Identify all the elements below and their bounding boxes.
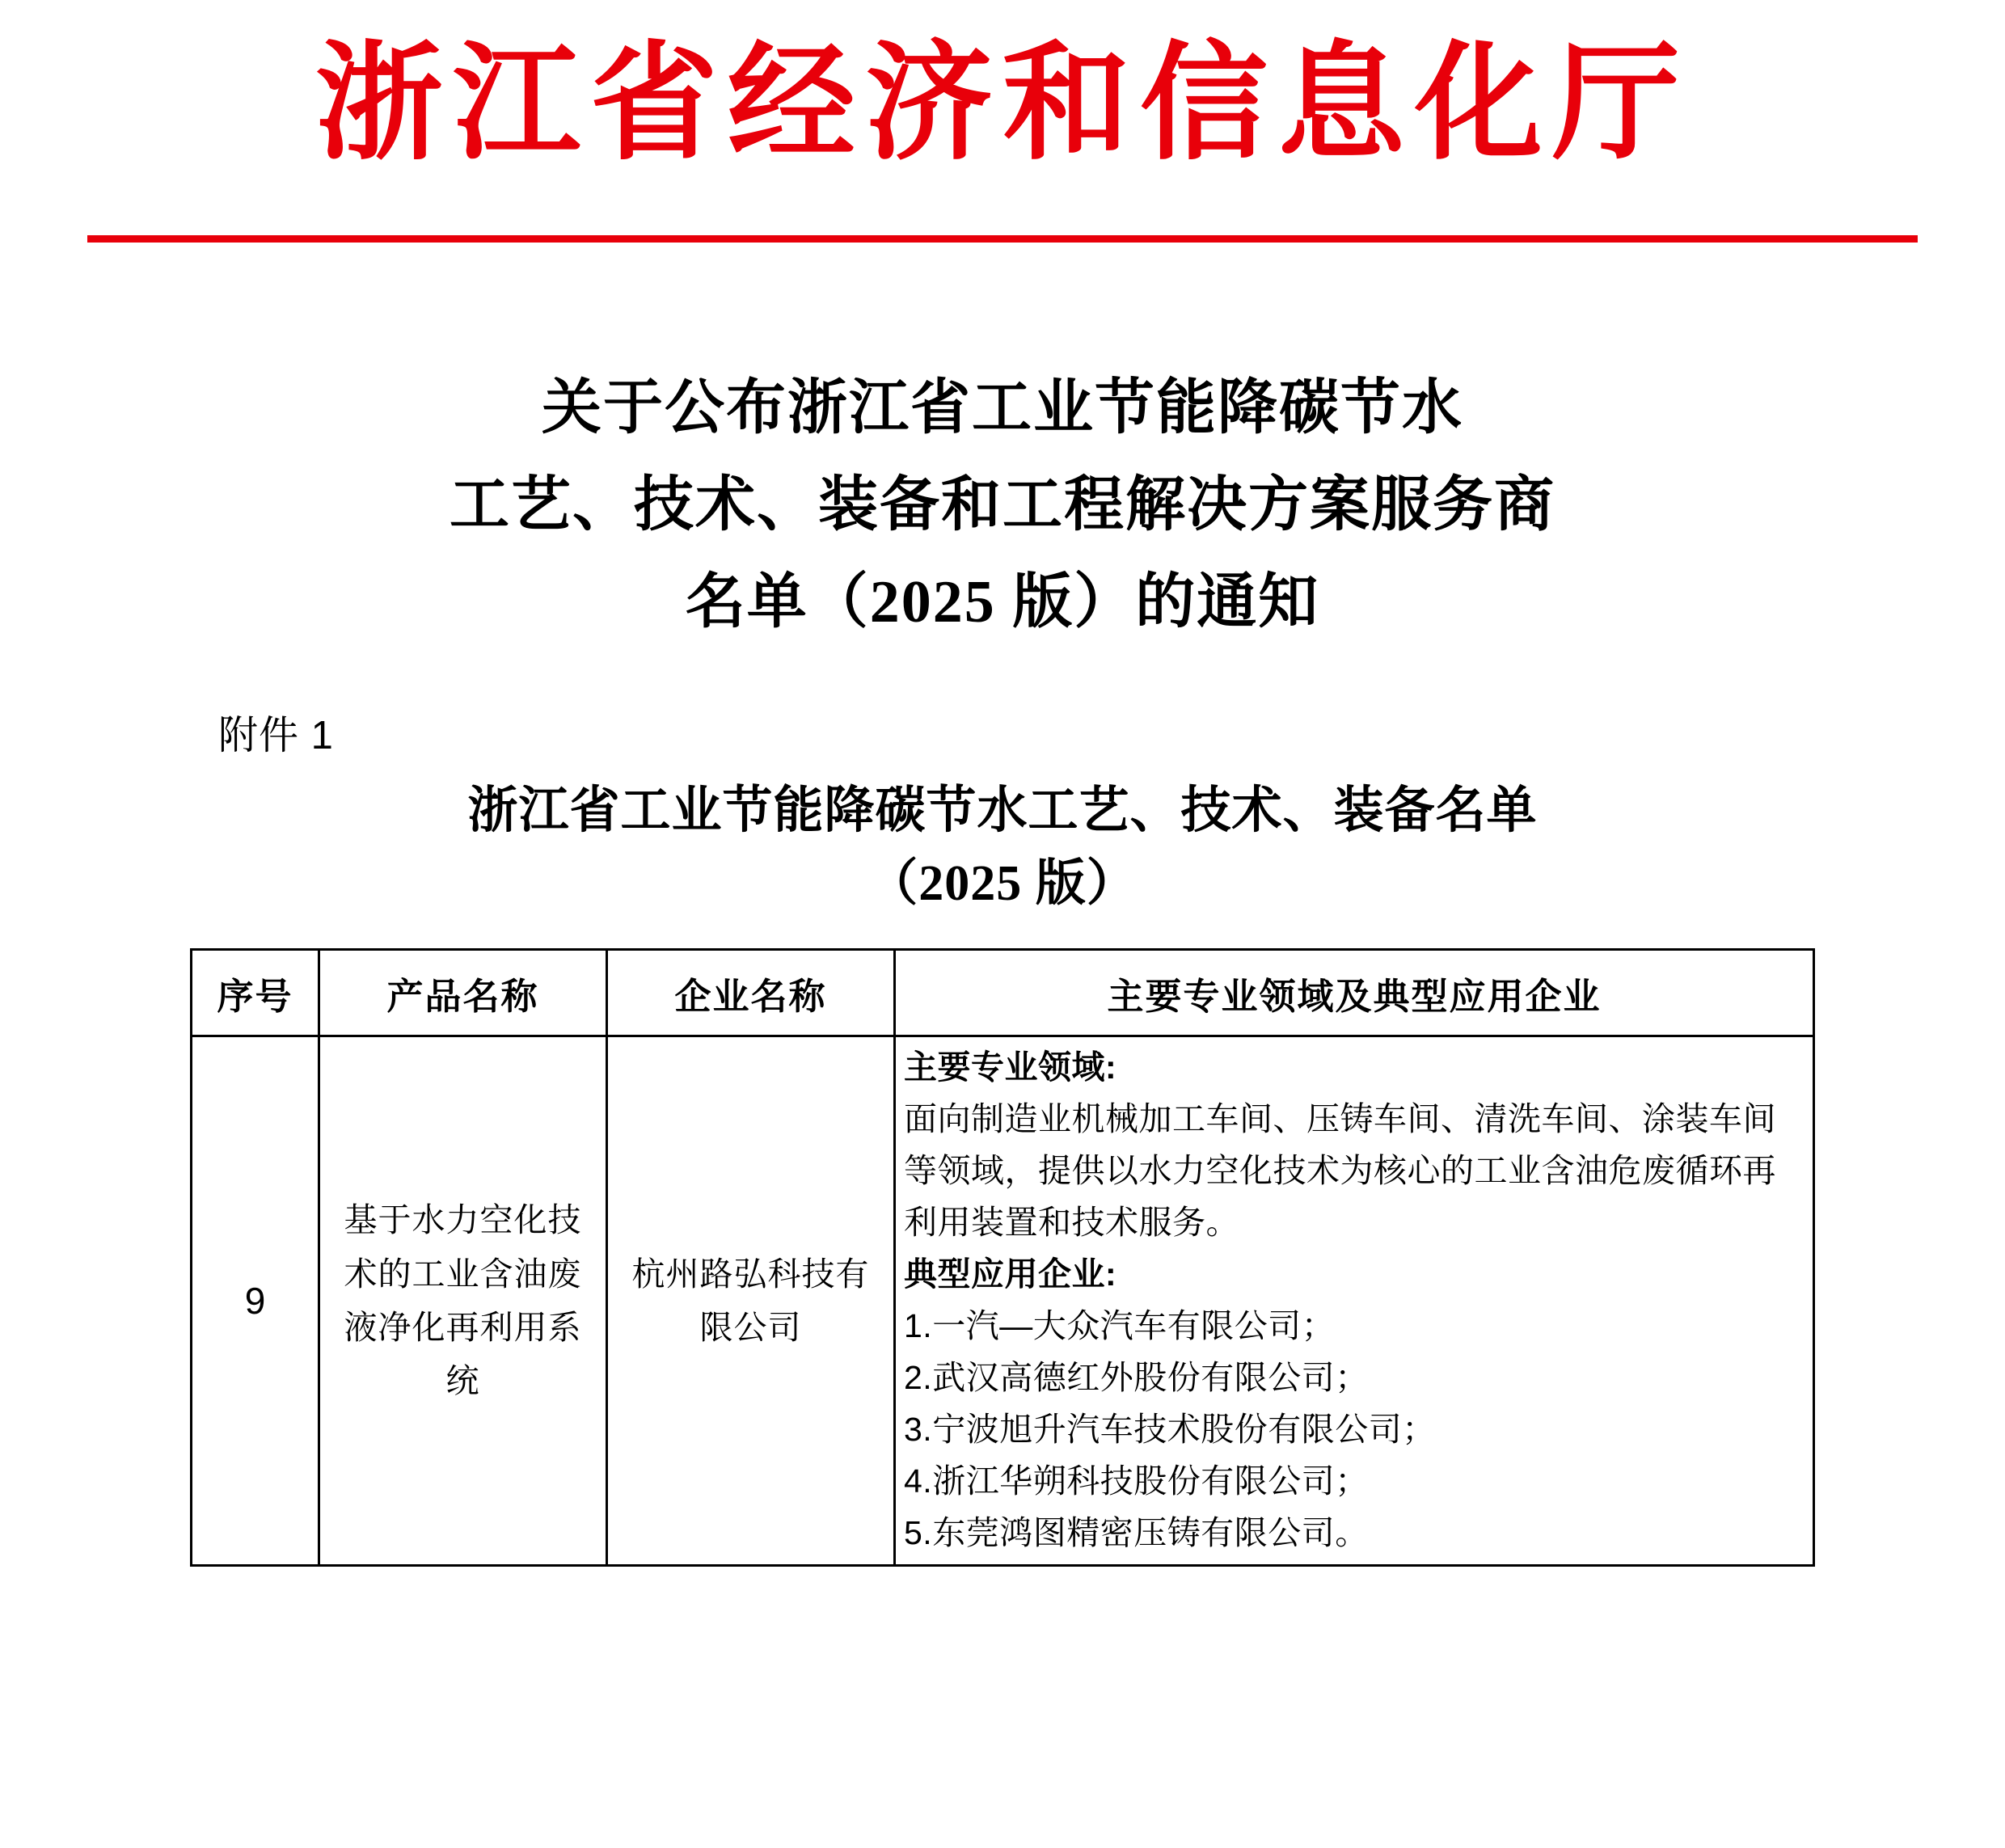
examples-heading: 典型应用企业: bbox=[904, 1255, 1117, 1293]
attachment-label: 附件 1 bbox=[218, 714, 334, 758]
table-header-row bbox=[192, 950, 1814, 1036]
list-table bbox=[190, 948, 1815, 1567]
table-row bbox=[192, 1036, 1814, 1566]
document-title-line-2: 工艺、技术、装备和工程解决方案服务商 bbox=[450, 471, 1555, 538]
table-body bbox=[192, 1036, 1814, 1566]
column-header-field: 主要专业领域及典型应用企业 bbox=[895, 950, 1814, 1036]
column-header-company: 企业名称 bbox=[607, 950, 895, 1036]
column-header-product: 产品名称 bbox=[319, 950, 607, 1036]
example-item: 1.一汽—大众汽车有限公司； bbox=[904, 1306, 1336, 1344]
cell-field-and-examples bbox=[895, 1036, 1814, 1566]
letterhead bbox=[0, 0, 2005, 243]
document-title-line-3: 名单（2025 版）的通知 bbox=[685, 568, 1320, 635]
attachment-title-line-1: 浙江省工业节能降碳节水工艺、技术、装备名单 bbox=[467, 783, 1538, 839]
table-header bbox=[192, 950, 1814, 1036]
field-heading: 主要专业领域: bbox=[904, 1048, 1117, 1086]
document-title-line-1: 关于公布浙江省工业节能降碳节水 bbox=[542, 374, 1463, 441]
letterhead-divider bbox=[87, 235, 1918, 243]
example-item: 5.东莞鸿图精密压铸有限公司。 bbox=[904, 1513, 1369, 1551]
field-body: 面向制造业机械加工车间、压铸车间、清洗车间、涂装车间等领域，提供以水力空化技术为核心的工业含油危废循环再利用装置和技术服务。 bbox=[904, 1100, 1776, 1242]
issuing-organization: 浙江省经济和信息化厅 bbox=[315, 34, 1690, 175]
cell-product-name: 基于水力空化技术的工业含油废液净化再利用系统 bbox=[319, 1036, 607, 1566]
attachment-title bbox=[113, 775, 1892, 921]
cell-company-name: 杭州路弘科技有限公司 bbox=[607, 1036, 895, 1566]
example-item: 4.浙江华朔科技股份有限公司； bbox=[904, 1462, 1369, 1500]
column-header-index: 序号 bbox=[192, 950, 319, 1036]
cell-index: 9 bbox=[192, 1036, 319, 1566]
list-table-container bbox=[190, 948, 1815, 1567]
document-title bbox=[154, 361, 1851, 652]
example-item: 2.武汉高德红外股份有限公司； bbox=[904, 1358, 1369, 1396]
example-item: 3.宁波旭升汽车技术股份有限公司； bbox=[904, 1410, 1436, 1448]
attachment-title-line-2: （2025 版） bbox=[867, 856, 1138, 912]
